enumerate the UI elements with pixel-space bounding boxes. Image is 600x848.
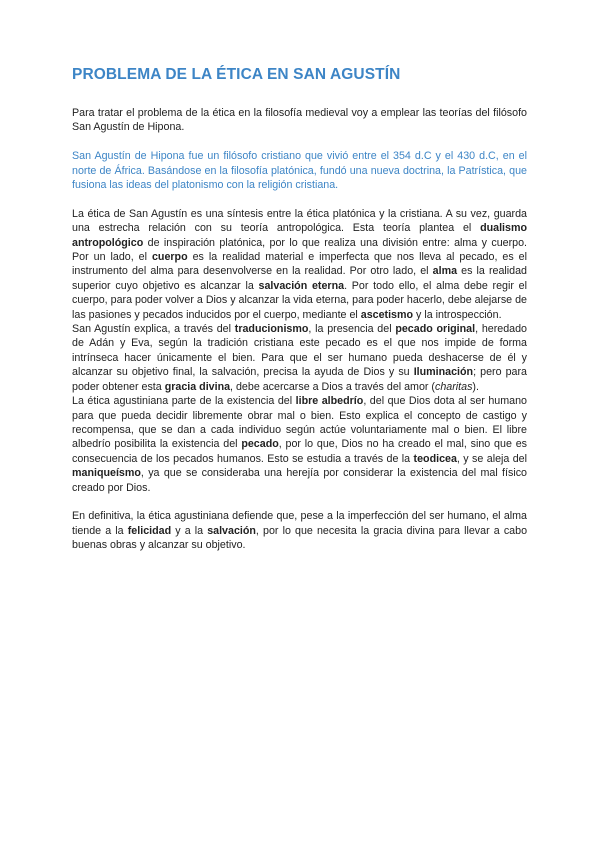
text-run: , heredado de Adán y Eva, según la tradición cristiana este pecado es el que nos impide de forma intrínseca hacer únicamente el bien. Para que el ser humano pueda deshacerse de él y alcanzar su objetivo final, la salvación, precisa la ayuda de Dios y su — [72, 323, 528, 379]
text-run: , debe acercarse a Dios a través del amor ( — [230, 380, 435, 393]
text-run: , la presencia del — [308, 323, 396, 336]
term-libre-albedrio: libre albedrío — [295, 395, 364, 408]
spacer — [72, 495, 527, 509]
text-run: , ya que se consideraba una herejía por considerar la existencia del mal físico creado por Dios. — [72, 467, 527, 494]
paragraph-ethics-synthesis — [72, 207, 527, 322]
term-pecado-original: pecado original — [395, 323, 476, 336]
text-run: La ética agustiniana parte de la existencia del — [72, 395, 296, 408]
text-run: es la realidad superior cuyo objetivo es alcanzar la — [72, 265, 527, 292]
text-run: , por lo que necesita la gracia divina para llevar a cabo buenas obras y alcanzar su objetivo. — [72, 524, 528, 552]
document-page — [72, 66, 527, 553]
term-maniqueismo: maniqueísmo — [72, 467, 141, 480]
paragraph-biography: San Agustín de Hipona fue un filósofo cristiano que vivió entre el 354 d.C y el 430 d.C, en el norte de África. Basándose en la filosofía platónica, fundó una nueva doctrina, la Patrística, que fusiona las ideas del platonismo con la religión cristiana. — [72, 150, 527, 192]
text-run: En definitiva, la ética agustiniana defiende que, pese a la imperfección del ser humano, el alma tiende a la — [72, 510, 527, 537]
text-run: , y se aleja del — [456, 452, 527, 465]
paragraph-original-sin — [72, 322, 527, 394]
term-felicidad: felicidad — [127, 524, 172, 537]
term-salvacion: salvación — [207, 524, 256, 537]
spacer — [72, 135, 527, 149]
text-run: San Agustín explica, a través del — [72, 323, 235, 336]
term-traducionismo: traducionismo — [234, 323, 309, 336]
text-run: de inspiración platónica, por lo que realiza una división entre: alma y cuerpo. Por un lado, el — [72, 236, 527, 264]
text-run: y la introspección. — [413, 308, 502, 321]
text-run: y a la — [171, 524, 208, 537]
term-gracia-divina: gracia divina — [164, 380, 231, 393]
paragraph-conclusion — [72, 509, 527, 552]
text-run: ). — [472, 380, 479, 393]
text-run: . Por todo ello, el alma debe regir el cuerpo, para poder volver a Dios y alcanzar la vida eterna, para poder hacerlo, debe alejarse de las pasiones y pecados inducidos por el cuerpo, mediante el — [72, 279, 527, 321]
text-run: es la realidad material e imperfecta que nos lleva al pecado, es el instrumento del alma para desenvolverse en la realidad. Por otro lado, el — [72, 251, 527, 278]
text-run: La ética de San Agustín es una síntesis entre la ética platónica y la cristiana. A su vez, guarda una estrecha relación con su teoría antropológica. Esta teoría plantea el — [72, 207, 527, 235]
term-pecado: pecado — [241, 438, 279, 451]
text-run: , por lo que, Dios no ha creado el mal, sino que es consecuencia de los pecados humanos. Esto se estudia a través de la — [72, 438, 527, 465]
term-iluminacion: Iluminación — [413, 366, 474, 379]
text-run: , del que Dios dota al ser humano para que pueda decidir libremente obrar mal o bien. Esto explica el concepto de castigo y recompensa, que se dan a cada individuo según actúe voluntariamente mal o bien. El libre albedrío posibilita la existencia del — [72, 395, 527, 451]
term-teodicea: teodicea — [413, 452, 457, 465]
spacer — [72, 192, 527, 206]
term-salvacion-eterna: salvación eterna — [258, 279, 345, 292]
term-ascetismo: ascetismo — [360, 308, 414, 321]
term-dualismo: dualismo antropológico — [72, 222, 527, 249]
term-cuerpo: cuerpo — [151, 251, 188, 264]
term-charitas: charitas — [434, 380, 473, 393]
text-run: ; pero para poder obtener esta — [72, 366, 527, 393]
paragraph-intro: Para tratar el problema de la ética en la filosofía medieval voy a emplear las teorías del filósofo San Agustín de Hipona. — [72, 107, 527, 134]
paragraph-free-will — [72, 394, 527, 495]
term-alma: alma — [432, 265, 458, 278]
document-title: PROBLEMA DE LA ÉTICA EN SAN AGUSTÍN — [72, 66, 401, 83]
